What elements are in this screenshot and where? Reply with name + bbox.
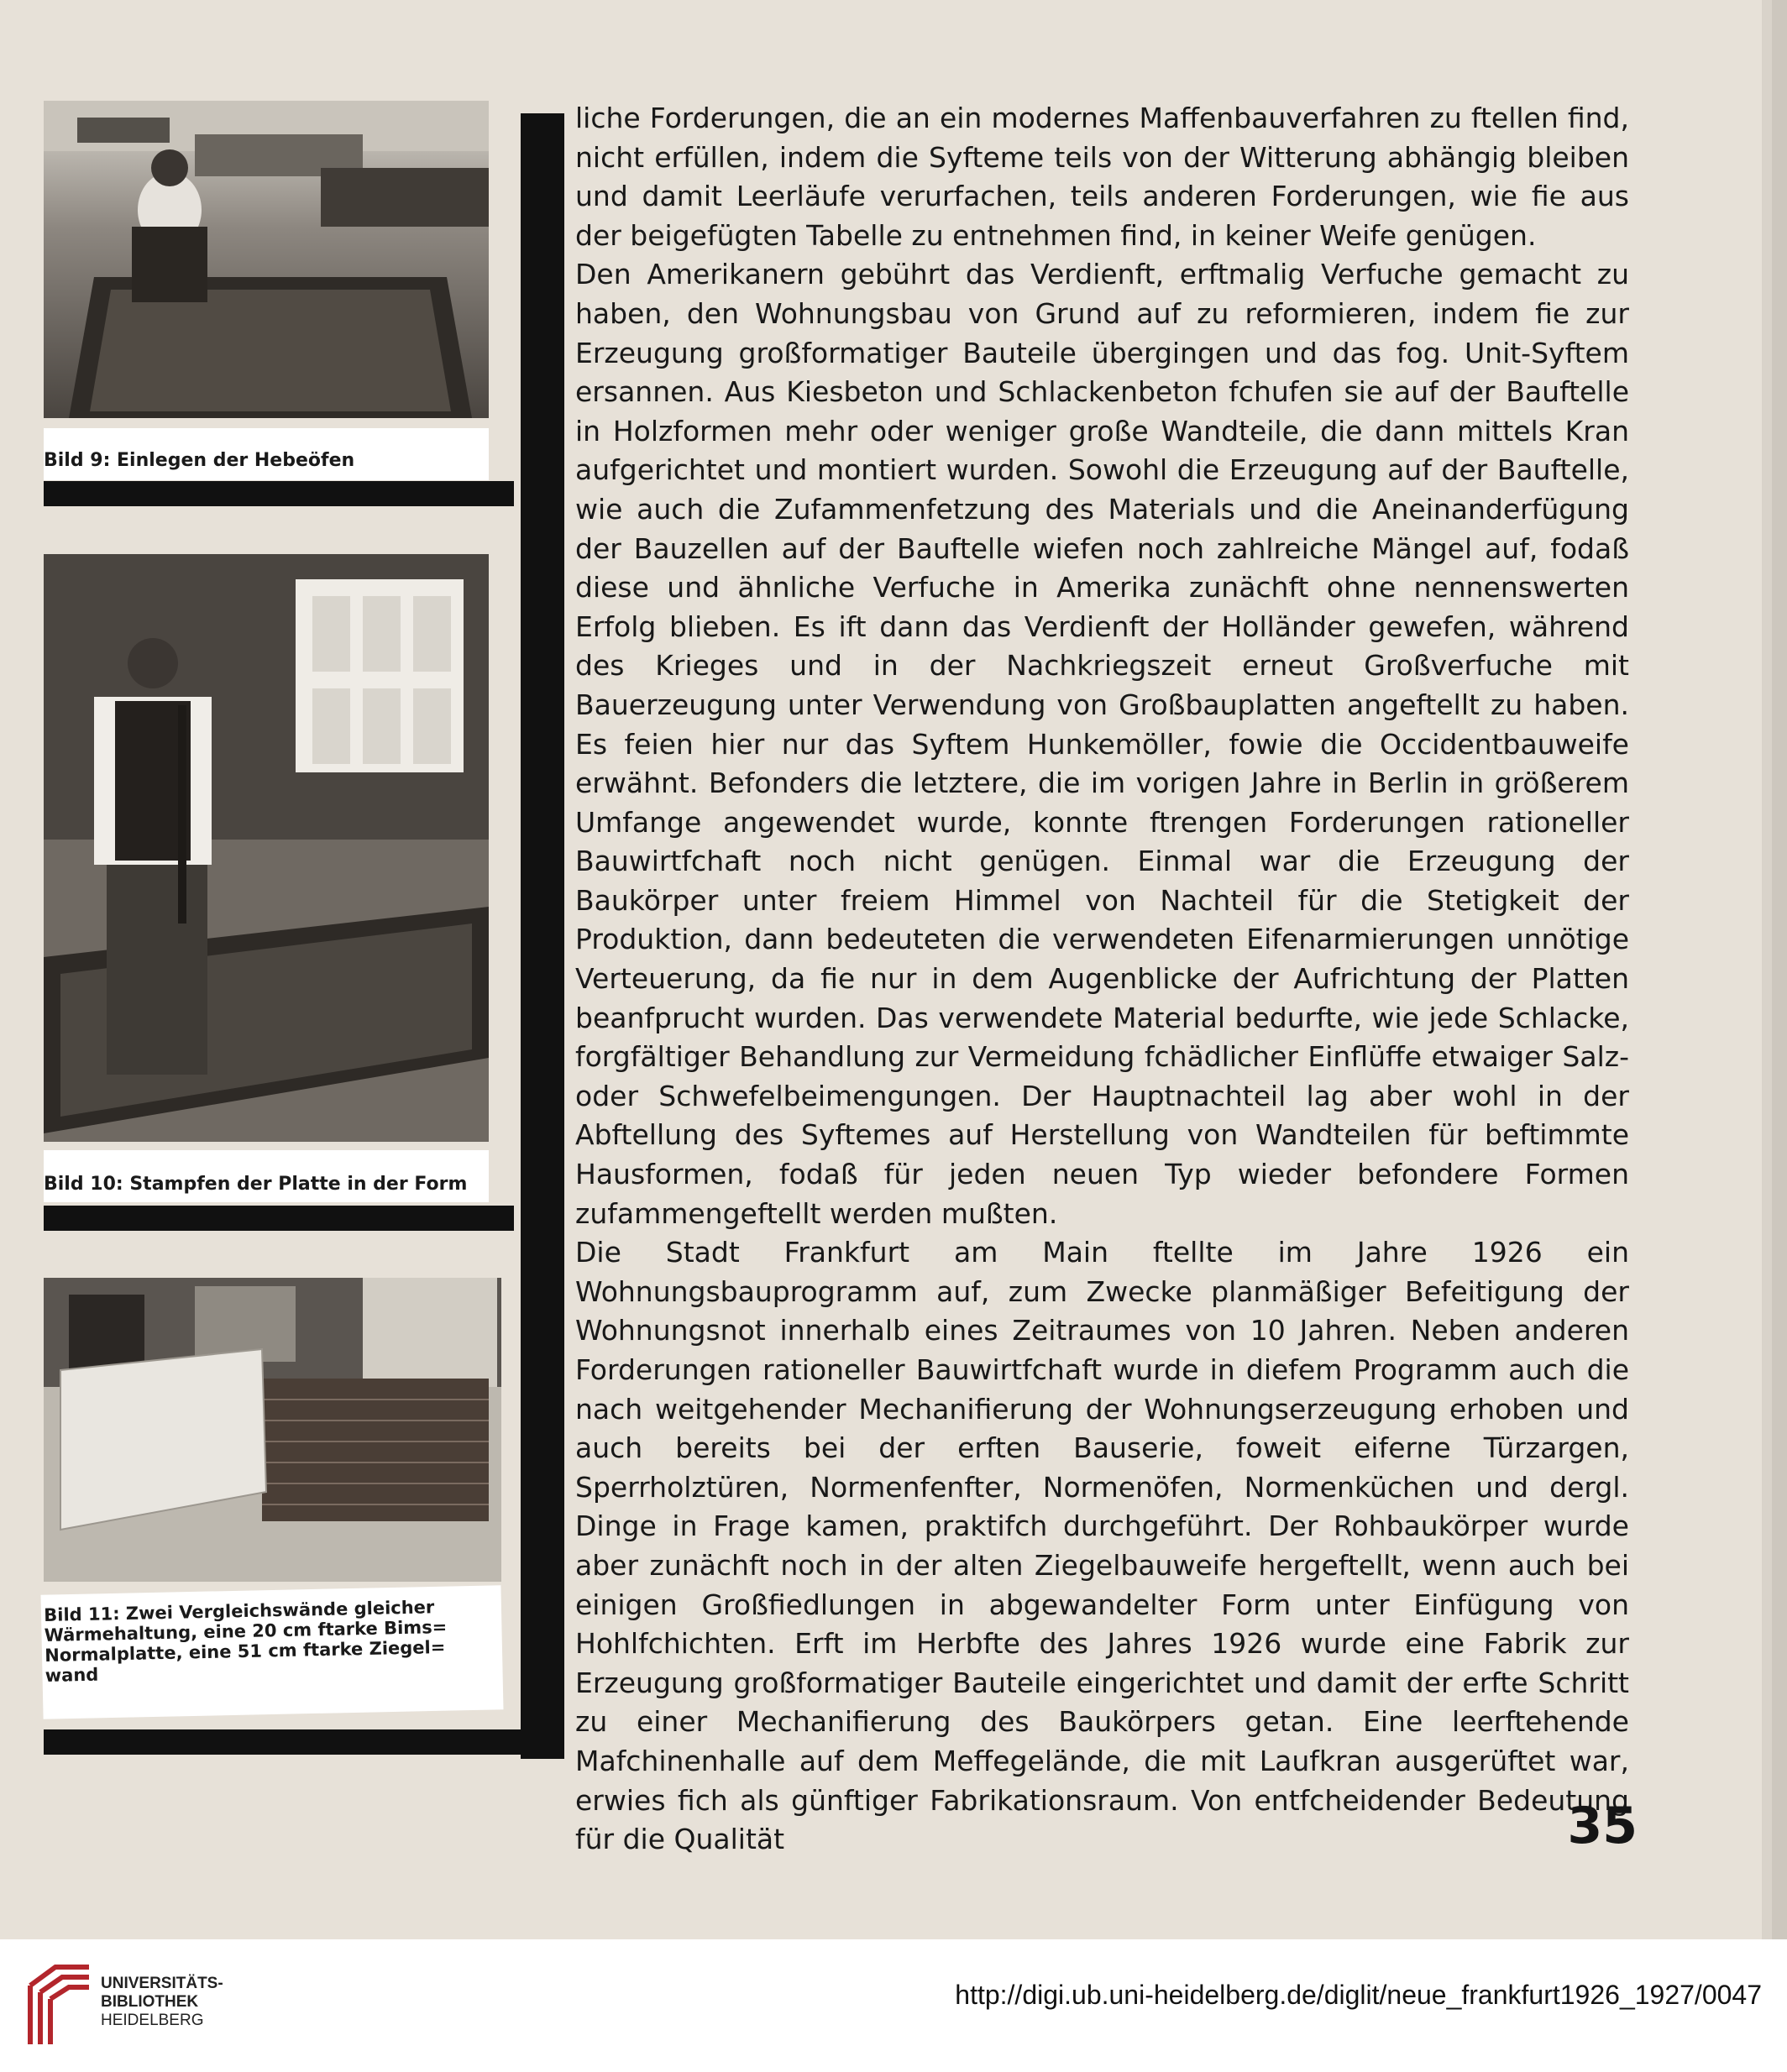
article-body xyxy=(575,99,1629,1860)
figure-11-bottom-rule xyxy=(44,1729,564,1755)
institution-line-1: UNIVERSITÄTS- xyxy=(101,1975,223,1992)
figure-11-caption-line-2: Wärmehaltung, eine 20 cm ftarke Bims= xyxy=(44,1616,448,1646)
figure-9-bottom-rule xyxy=(44,481,514,506)
figure-11-photo xyxy=(44,1278,501,1582)
paragraph-2: Den Amerikanern gebührt das Verdienft, erftmalig Verfuche gemacht zu haben, den Wohnungsbau von Grund auf zu reformieren, indem fie zur Erzeugung großformatiger Bauteile übergingen und das fog. Unit-Syftem ersannen. Aus Kiesbeton und Schlackenbeton fchufen sie auf der Bauftelle in Holzformen mehr oder weniger große Wandteile, die dann mittels Kran aufgerichtet und montiert wurden. Sowohl die Erzeugung auf der Bauftelle, wie auch die Zufammenfetzung des Materials und die Aneinanderfügung der Bauzellen auf der Bauftelle wiefen noch zahlreiche Mängel auf, fodaß diese und ähnliche Verfuche in Amerika zunächft ohne nennenswerten Erfolg blieben. Es ift dann das Verdienft der Holländer gewefen, während des Krieges und in der Nachkriegszeit erneut Großverfuche mit Bauerzeugung unter Verwendung von Großbauplatten angeftellt zu haben. Es feien hier nur das Syftem Hunkemöller, fowie die Occidentbauweife erwähnt. Befonders die letztere, die im vorigen Jahre in Berlin in größerem Umfange angewendet wurde, konnte ftrengen Forderungen rationeller Bauwirtfchaft noch nicht genügen. Einmal war die Erzeugung der Baukörper unter freiem Himmel von Nachteil für die Stetigkeit der Produktion, dann bedeuteten die verwendeten Eifenarmierungen unnötige Verteuerung, da fie nur in dem Augenblicke der Aufrichtung der Platten beanfprucht wurden. Das verwendete Material bedurfte, wie jede Schlacke, forgfältiger Behandlung zur Vermeidung fchädlicher Einflüffe etwaiger Salz- oder Schwefelbeimengungen. Der Hauptnachteil lag aber wohl in der Abftellung des Syftemes auf Herstellung von Wandteilen für beftimmte Hausformen, fodaß für jeden neuen Typ wieder befondere Formen zufammengeftellt werden mußten. xyxy=(575,258,1629,1230)
university-library-logo-icon xyxy=(22,1960,97,2053)
permalink-url[interactable]: http://digi.ub.uni-heidelberg.de/diglit/neue_frankfurt1926_1927/0047 xyxy=(955,1980,1762,2010)
paragraph-1: liche Forderungen, die an ein modernes Maffenbauverfahren zu ftellen find, nicht erfüllen, indem die Syfteme teils von der Witterung abhängig bleiben und damit Leerläufe verurfachen, teils anderen Forderungen, wie fie aus der beigefügten Tabelle zu entnehmen find, in keiner Weife genügen. xyxy=(575,102,1629,252)
figure-10-photo xyxy=(44,554,489,1142)
figure-9-caption: Bild 9: Einlegen der Hebeöfen xyxy=(44,450,355,471)
vertical-rule xyxy=(521,113,564,1759)
paragraph-3: Die Stadt Frankfurt am Main ftellte im Jahre 1926 ein Wohnungsbauprogramm auf, zum Zwecke planmäßiger Befeitigung der Wohnungsnot innerhalb eines Zeitraumes von 10 Jahren. Neben anderen Forderungen rationeller Bauwirtfchaft wurde in diefem Programm auch die nach weitgehender Mechanifierung der Wohnungserzeugung erhoben und auch bereits bei der erften Bauserie, foweit eiferne Türzargen, Sperrholztüren, Normenfenfter, Normenöfen, Normenküchen und dergl. Dinge in Frage kamen, praktifch durchgeführt. Der Rohbaukörper wurde aber zunächft noch in der alten Ziegelbauweife hergeftellt, wenn auch bei einigen Großfiedlungen in abgewandelter Form unter Einfügung von Hohlfchichten. Erft im Herbfte des Jahres 1926 wurde eine Fabrik zur Erzeugung großformatiger Bauteile eingerichtet und damit der erfte Schritt zu einer Mechanifierung des Baukörpers getan. Eine leerftehende Mafchinenhalle auf dem Meffegelände, die mit Laufkran ausgerüftet war, erwies fich als günftiger Fabrikationsraum. Von entfcheidender Bedeutung für die Qualität xyxy=(575,1236,1629,1856)
figure-11-caption xyxy=(44,1596,499,1686)
figure-10-caption: Bild 10: Stampfen der Platte in der Form xyxy=(44,1174,468,1195)
institution-line-2: BIBLIOTHEK xyxy=(101,1993,199,2011)
figure-11-caption-line-4: wand xyxy=(45,1664,99,1686)
page-edge-shadow xyxy=(1772,0,1787,1939)
figure-11-caption-line-1: Bild 11: Zwei Vergleichswände gleicher xyxy=(44,1597,435,1625)
figure-10-bottom-rule xyxy=(44,1206,514,1231)
figure-11-caption-line-3: Normalplatte, eine 51 cm ftarke Ziegel= xyxy=(45,1636,446,1666)
institution-line-3: HEIDELBERG xyxy=(101,2012,204,2029)
figure-9-photo xyxy=(44,101,489,418)
page-number: 35 xyxy=(1567,1797,1638,1855)
institution-name xyxy=(101,1975,223,2030)
